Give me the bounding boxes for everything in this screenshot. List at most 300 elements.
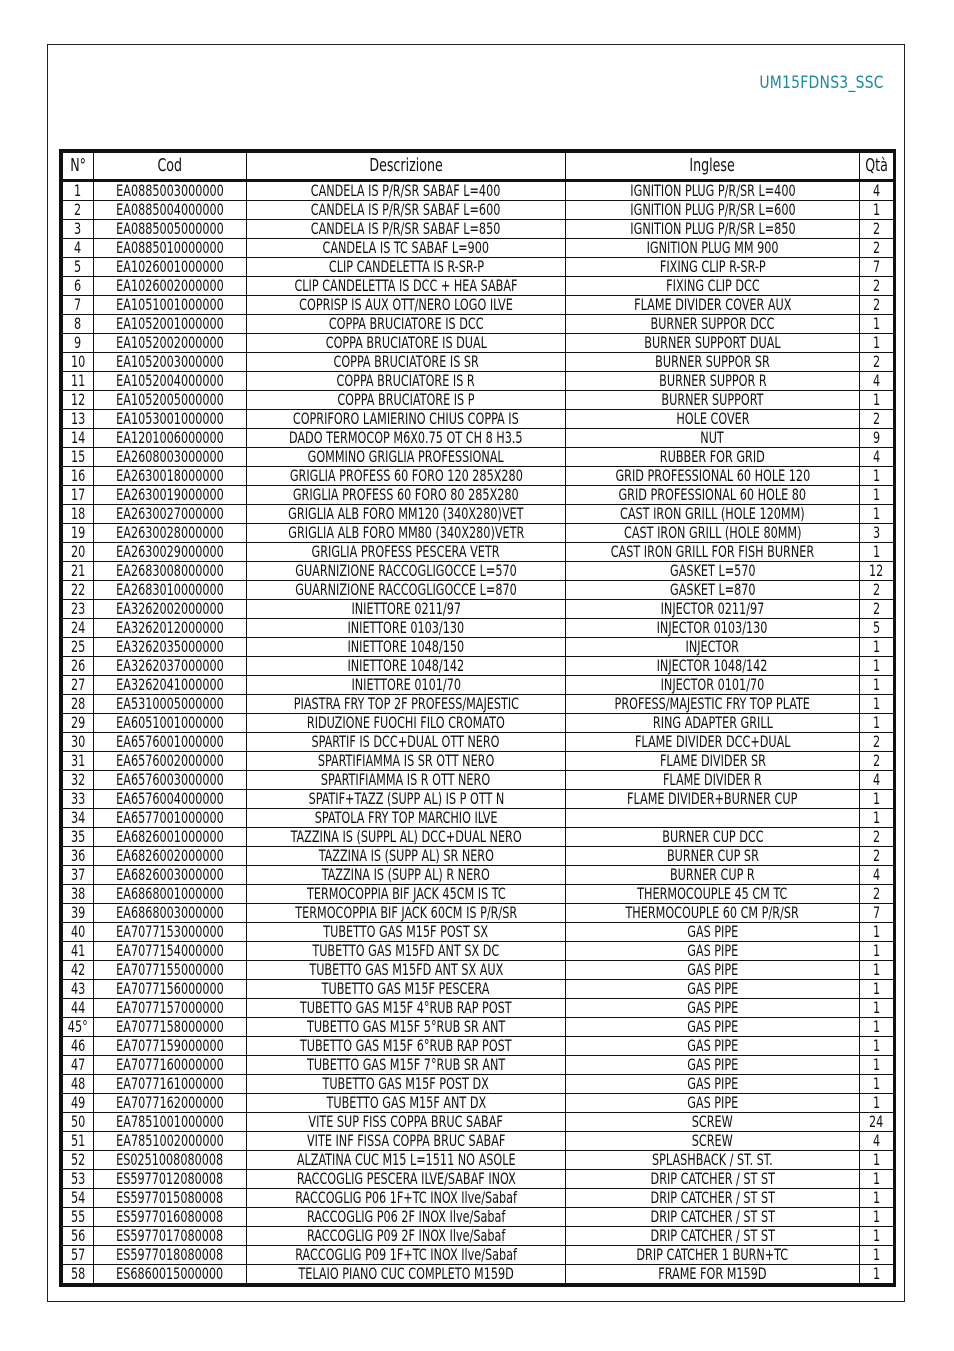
cell-quantity: 1 [860,1227,894,1246]
cell-number: 43 [63,980,94,999]
cell-quantity: 1 [860,1246,894,1265]
cell-description: PIASTRA FRY TOP 2F PROFESS/MAJESTIC [247,695,566,714]
cell-description: TUBETTO GAS M15F PESCERA [247,980,566,999]
cell-code: EA6826002000000 [94,847,247,866]
cell-english: GAS PIPE [566,1056,860,1075]
cell-english: CAST IRON GRILL (HOLE 80MM) [566,524,860,543]
cell-code: EA0885010000000 [94,239,247,258]
cell-quantity: 1 [860,980,894,999]
cell-description: SPATIF+TAZZ (SUPP AL) IS P OTT N [247,790,566,809]
cell-code: ES5977015080008 [94,1189,247,1208]
cell-quantity: 1 [860,334,894,353]
document-code: UM15FDNS3_SSC [759,73,884,93]
cell-english: GAS PIPE [566,961,860,980]
table-row [63,277,894,296]
cell-english: FIXING CLIP DCC [566,277,860,296]
cell-number: 34 [63,809,94,828]
cell-quantity: 2 [860,410,894,429]
cell-quantity: 2 [860,847,894,866]
cell-quantity: 1 [860,391,894,410]
cell-quantity: 1 [860,1170,894,1189]
cell-number: 55 [63,1208,94,1227]
cell-number: 36 [63,847,94,866]
cell-number: 22 [63,581,94,600]
table-row [63,980,894,999]
parts-table [59,149,896,1287]
cell-code: EA6868003000000 [94,904,247,923]
cell-english: SCREW [566,1113,860,1132]
cell-quantity: 2 [860,239,894,258]
cell-number: 25 [63,638,94,657]
cell-description: RACCOGLIG P09 2F INOX Ilve/Sabaf [247,1227,566,1246]
cell-number: 1 [63,181,94,201]
cell-english: DRIP CATCHER / ST ST [566,1227,860,1246]
cell-code: EA6051001000000 [94,714,247,733]
cell-english: GAS PIPE [566,923,860,942]
cell-code: EA1201006000000 [94,429,247,448]
table-row [63,771,894,790]
table-row [63,885,894,904]
cell-number: 39 [63,904,94,923]
cell-english: GRID PROFESSIONAL 60 HOLE 120 [566,467,860,486]
table-row [63,543,894,562]
cell-english: FLAME DIVIDER+BURNER CUP [566,790,860,809]
cell-description: GUARNIZIONE RACCOGLIGOCCE L=870 [247,581,566,600]
table-row [63,1189,894,1208]
cell-quantity: 1 [860,942,894,961]
cell-description: COPRIFORO LAMIERINO CHIUS COPPA IS [247,410,566,429]
cell-english: DRIP CATCHER / ST ST [566,1208,860,1227]
cell-code: EA1052003000000 [94,353,247,372]
cell-english: HOLE COVER [566,410,860,429]
cell-number: 3 [63,220,94,239]
table-row [63,524,894,543]
cell-code: EA2683008000000 [94,562,247,581]
cell-quantity: 4 [860,181,894,201]
cell-number: 54 [63,1189,94,1208]
cell-code: EA2630018000000 [94,467,247,486]
cell-description: GUARNIZIONE RACCOGLIGOCCE L=570 [247,562,566,581]
cell-code: EA2630029000000 [94,543,247,562]
table-row [63,1208,894,1227]
table-row [63,657,894,676]
cell-english: GRID PROFESSIONAL 60 HOLE 80 [566,486,860,505]
cell-description: CANDELA IS P/R/SR SABAF L=400 [247,181,566,201]
header-english: Inglese [566,153,860,181]
cell-number: 21 [63,562,94,581]
cell-english: PROFESS/MAJESTIC FRY TOP PLATE [566,695,860,714]
cell-number: 5 [63,258,94,277]
cell-english: IGNITION PLUG P/R/SR L=850 [566,220,860,239]
cell-code: EA0885005000000 [94,220,247,239]
cell-number: 35 [63,828,94,847]
cell-description: TUBETTO GAS M15F 4°RUB RAP POST [247,999,566,1018]
cell-description: RIDUZIONE FUOCHI FILO CROMATO [247,714,566,733]
table-row [63,1113,894,1132]
table-row [63,334,894,353]
cell-description: TAZZINA IS (SUPP AL) SR NERO [247,847,566,866]
cell-english: BURNER SUPPOR SR [566,353,860,372]
cell-number: 41 [63,942,94,961]
cell-code: EA1051001000000 [94,296,247,315]
cell-description: TAZZINA IS (SUPPL AL) DCC+DUAL NERO [247,828,566,847]
cell-code: EA2630027000000 [94,505,247,524]
cell-quantity: 1 [860,809,894,828]
table-row [63,638,894,657]
cell-quantity: 1 [860,543,894,562]
cell-number: 37 [63,866,94,885]
cell-quantity: 1 [860,676,894,695]
cell-code: EA6576004000000 [94,790,247,809]
cell-quantity: 2 [860,581,894,600]
cell-description: VITE SUP FISS COPPA BRUC SABAF [247,1113,566,1132]
table-row [63,1151,894,1170]
cell-english: IGNITION PLUG P/R/SR L=400 [566,181,860,201]
cell-quantity: 2 [860,353,894,372]
table-row [63,1227,894,1246]
cell-code: EA7077162000000 [94,1094,247,1113]
cell-code: EA7077156000000 [94,980,247,999]
cell-code: ES5977018080008 [94,1246,247,1265]
cell-code: EA2683010000000 [94,581,247,600]
table-row [63,220,894,239]
cell-quantity: 1 [860,1094,894,1113]
cell-english: GAS PIPE [566,980,860,999]
cell-code: EA6826003000000 [94,866,247,885]
table-row [63,239,894,258]
cell-number: 38 [63,885,94,904]
cell-number: 28 [63,695,94,714]
table-row [63,809,894,828]
cell-code: EA6868001000000 [94,885,247,904]
cell-number: 2 [63,201,94,220]
table-row [63,467,894,486]
cell-number: 12 [63,391,94,410]
cell-description: GRIGLIA PROFESS 60 FORO 80 285X280 [247,486,566,505]
cell-description: CANDELA IS TC SABAF L=900 [247,239,566,258]
cell-code: EA2630028000000 [94,524,247,543]
cell-code: EA1052001000000 [94,315,247,334]
cell-english: CAST IRON GRILL (HOLE 120MM) [566,505,860,524]
table-row [63,372,894,391]
cell-code: EA1052004000000 [94,372,247,391]
cell-number: 8 [63,315,94,334]
cell-description: SPARTIF IS DCC+DUAL OTT NERO [247,733,566,752]
table-row [63,866,894,885]
cell-number: 14 [63,429,94,448]
cell-code: ES5977012080008 [94,1170,247,1189]
cell-code: EA7851001000000 [94,1113,247,1132]
cell-quantity: 1 [860,1189,894,1208]
cell-quantity: 4 [860,448,894,467]
cell-code: EA2630019000000 [94,486,247,505]
table-row [63,1170,894,1189]
cell-description: RACCOGLIG P06 1F+TC INOX Ilve/Sabaf [247,1189,566,1208]
cell-description: COPPA BRUCIATORE IS DUAL [247,334,566,353]
cell-number: 17 [63,486,94,505]
cell-number: 53 [63,1170,94,1189]
cell-description: TUBETTO GAS M15FD ANT SX DC [247,942,566,961]
cell-description: TERMOCOPPIA BIF JACK 45CM IS TC [247,885,566,904]
cell-quantity: 24 [860,1113,894,1132]
header-quantity: Qtà [860,153,894,181]
cell-code: EA7077157000000 [94,999,247,1018]
cell-number: 44 [63,999,94,1018]
cell-description: SPATOLA FRY TOP MARCHIO ILVE [247,809,566,828]
cell-code: EA1052002000000 [94,334,247,353]
cell-description: CLIP CANDELETTA IS DCC + HEA SABAF [247,277,566,296]
cell-quantity: 3 [860,524,894,543]
cell-number: 48 [63,1075,94,1094]
cell-code: EA3262035000000 [94,638,247,657]
cell-quantity: 1 [860,657,894,676]
cell-number: 49 [63,1094,94,1113]
cell-number: 13 [63,410,94,429]
cell-english: SCREW [566,1132,860,1151]
cell-quantity: 1 [860,505,894,524]
cell-quantity: 2 [860,220,894,239]
cell-description: RACCOGLIG PESCERA ILVE/SABAF INOX [247,1170,566,1189]
cell-code: EA3262041000000 [94,676,247,695]
cell-description: SPARTIFIAMMA IS SR OTT NERO [247,752,566,771]
cell-quantity: 1 [860,1018,894,1037]
cell-description: RACCOGLIG P06 2F INOX Ilve/Sabaf [247,1208,566,1227]
header-number: N° [63,153,94,181]
cell-description: TUBETTO GAS M15F 5°RUB SR ANT [247,1018,566,1037]
cell-code: EA6577001000000 [94,809,247,828]
cell-english: GAS PIPE [566,1094,860,1113]
cell-english: DRIP CATCHER / ST ST [566,1189,860,1208]
cell-code: EA1053001000000 [94,410,247,429]
table-row [63,790,894,809]
cell-description: GRIGLIA PROFESS PESCERA VETR [247,543,566,562]
cell-code: EA6576003000000 [94,771,247,790]
cell-code: EA1026002000000 [94,277,247,296]
cell-description: COPRISP IS AUX OTT/NERO LOGO ILVE [247,296,566,315]
table-row [63,828,894,847]
cell-quantity: 1 [860,714,894,733]
cell-english: CAST IRON GRILL FOR FISH BURNER [566,543,860,562]
table-row [63,581,894,600]
cell-quantity: 4 [860,771,894,790]
cell-english: BURNER CUP R [566,866,860,885]
cell-code: EA7077155000000 [94,961,247,980]
cell-quantity: 7 [860,904,894,923]
table-row [63,733,894,752]
cell-english: IGNITION PLUG P/R/SR L=600 [566,201,860,220]
cell-description: GRIGLIA PROFESS 60 FORO 120 285X280 [247,467,566,486]
cell-english: THERMOCOUPLE 60 CM P/R/SR [566,904,860,923]
cell-quantity: 4 [860,866,894,885]
cell-english: GASKET L=570 [566,562,860,581]
table-body [63,181,894,1284]
cell-number: 56 [63,1227,94,1246]
cell-number: 46 [63,1037,94,1056]
cell-english: FLAME DIVIDER COVER AUX [566,296,860,315]
table-row [63,714,894,733]
cell-english: INJECTOR 0103/130 [566,619,860,638]
cell-quantity: 9 [860,429,894,448]
cell-code: EA0885004000000 [94,201,247,220]
cell-english: INJECTOR 0211/97 [566,600,860,619]
cell-number: 57 [63,1246,94,1265]
cell-english: BURNER SUPPORT [566,391,860,410]
cell-english: GAS PIPE [566,999,860,1018]
header-description: Descrizione [247,153,566,181]
cell-english: INJECTOR [566,638,860,657]
table-row [63,1094,894,1113]
cell-number: 19 [63,524,94,543]
cell-description: INIETTORE 0103/130 [247,619,566,638]
cell-code: EA3262037000000 [94,657,247,676]
cell-code: EA1026001000000 [94,258,247,277]
table-row [63,410,894,429]
table-row [63,961,894,980]
cell-english: GAS PIPE [566,1037,860,1056]
cell-description: TUBETTO GAS M15F ANT DX [247,1094,566,1113]
cell-description: TUBETTO GAS M15F 6°RUB RAP POST [247,1037,566,1056]
cell-english: BURNER SUPPOR DCC [566,315,860,334]
cell-number: 15 [63,448,94,467]
cell-quantity: 1 [860,695,894,714]
cell-description: CLIP CANDELETTA IS R-SR-P [247,258,566,277]
cell-english: FLAME DIVIDER R [566,771,860,790]
table-row [63,676,894,695]
cell-description: INIETTORE 1048/150 [247,638,566,657]
cell-number: 26 [63,657,94,676]
cell-code: EA0885003000000 [94,181,247,201]
cell-description: TUBETTO GAS M15F POST DX [247,1075,566,1094]
cell-description: TUBETTO GAS M15F 7°RUB SR ANT [247,1056,566,1075]
table-row [63,923,894,942]
cell-number: 20 [63,543,94,562]
table-row [63,201,894,220]
cell-number: 42 [63,961,94,980]
cell-quantity: 2 [860,277,894,296]
cell-description: ALZATINA CUC M15 L=1511 NO ASOLE [247,1151,566,1170]
table-row [63,353,894,372]
cell-quantity: 2 [860,752,894,771]
cell-description: GRIGLIA ALB FORO MM120 (340X280)VET [247,505,566,524]
cell-quantity: 1 [860,1265,894,1284]
cell-english: INJECTOR 1048/142 [566,657,860,676]
cell-number: 51 [63,1132,94,1151]
cell-code: EA7851002000000 [94,1132,247,1151]
cell-quantity: 1 [860,1208,894,1227]
cell-quantity: 1 [860,1037,894,1056]
cell-english: BURNER SUPPORT DUAL [566,334,860,353]
cell-quantity: 1 [860,923,894,942]
cell-quantity: 1 [860,638,894,657]
cell-number: 47 [63,1056,94,1075]
table-row [63,999,894,1018]
cell-number: 18 [63,505,94,524]
cell-number: 30 [63,733,94,752]
table-row [63,942,894,961]
table-row [63,1075,894,1094]
cell-english [566,809,860,828]
cell-code: ES6860015000000 [94,1265,247,1284]
cell-quantity: 2 [860,296,894,315]
cell-number: 27 [63,676,94,695]
cell-quantity: 2 [860,828,894,847]
table-row [63,752,894,771]
cell-english: INJECTOR 0101/70 [566,676,860,695]
cell-code: ES0251008080008 [94,1151,247,1170]
table-row [63,258,894,277]
cell-code: EA7077159000000 [94,1037,247,1056]
cell-quantity: 4 [860,372,894,391]
cell-code: EA7077158000000 [94,1018,247,1037]
cell-quantity: 7 [860,258,894,277]
cell-description: RACCOGLIG P09 1F+TC INOX Ilve/Sabaf [247,1246,566,1265]
cell-english: DRIP CATCHER 1 BURN+TC [566,1246,860,1265]
cell-code: EA2608003000000 [94,448,247,467]
cell-description: TAZZINA IS (SUPP AL) R NERO [247,866,566,885]
table-row [63,619,894,638]
cell-english: DRIP CATCHER / ST ST [566,1170,860,1189]
cell-english: GAS PIPE [566,942,860,961]
cell-description: TERMOCOPPIA BIF JACK 60CM IS P/R/SR [247,904,566,923]
cell-description: INIETTORE 0211/97 [247,600,566,619]
header-code: Cod [94,153,247,181]
cell-quantity: 1 [860,201,894,220]
table-row [63,1056,894,1075]
cell-description: TELAIO PIANO CUC COMPLETO M159D [247,1265,566,1284]
table-row [63,600,894,619]
table-row [63,847,894,866]
table-row [63,695,894,714]
cell-quantity: 1 [860,1056,894,1075]
table-row [63,904,894,923]
cell-quantity: 1 [860,315,894,334]
cell-number: 9 [63,334,94,353]
cell-number: 33 [63,790,94,809]
cell-description: VITE INF FISSA COPPA BRUC SABAF [247,1132,566,1151]
cell-english: IGNITION PLUG MM 900 [566,239,860,258]
cell-quantity: 1 [860,790,894,809]
table-row [63,1265,894,1284]
cell-quantity: 2 [860,600,894,619]
table-row [63,1037,894,1056]
cell-number: 31 [63,752,94,771]
cell-number: 23 [63,600,94,619]
cell-code: EA7077154000000 [94,942,247,961]
cell-description: CANDELA IS P/R/SR SABAF L=850 [247,220,566,239]
table-row [63,1132,894,1151]
cell-code: EA3262002000000 [94,600,247,619]
cell-description: COPPA BRUCIATORE IS R [247,372,566,391]
cell-code: EA5310005000000 [94,695,247,714]
table-row [63,486,894,505]
cell-code: ES5977017080008 [94,1227,247,1246]
table-row [63,296,894,315]
cell-quantity: 2 [860,733,894,752]
cell-english: GASKET L=870 [566,581,860,600]
cell-description: GOMMINO GRIGLIA PROFESSIONAL [247,448,566,467]
cell-number: 32 [63,771,94,790]
table-row [63,391,894,410]
cell-quantity: 1 [860,999,894,1018]
cell-description: INIETTORE 1048/142 [247,657,566,676]
cell-description: COPPA BRUCIATORE IS SR [247,353,566,372]
cell-quantity: 1 [860,961,894,980]
cell-quantity: 4 [860,1132,894,1151]
cell-quantity: 12 [860,562,894,581]
cell-number: 29 [63,714,94,733]
cell-number: 16 [63,467,94,486]
cell-code: EA6576002000000 [94,752,247,771]
